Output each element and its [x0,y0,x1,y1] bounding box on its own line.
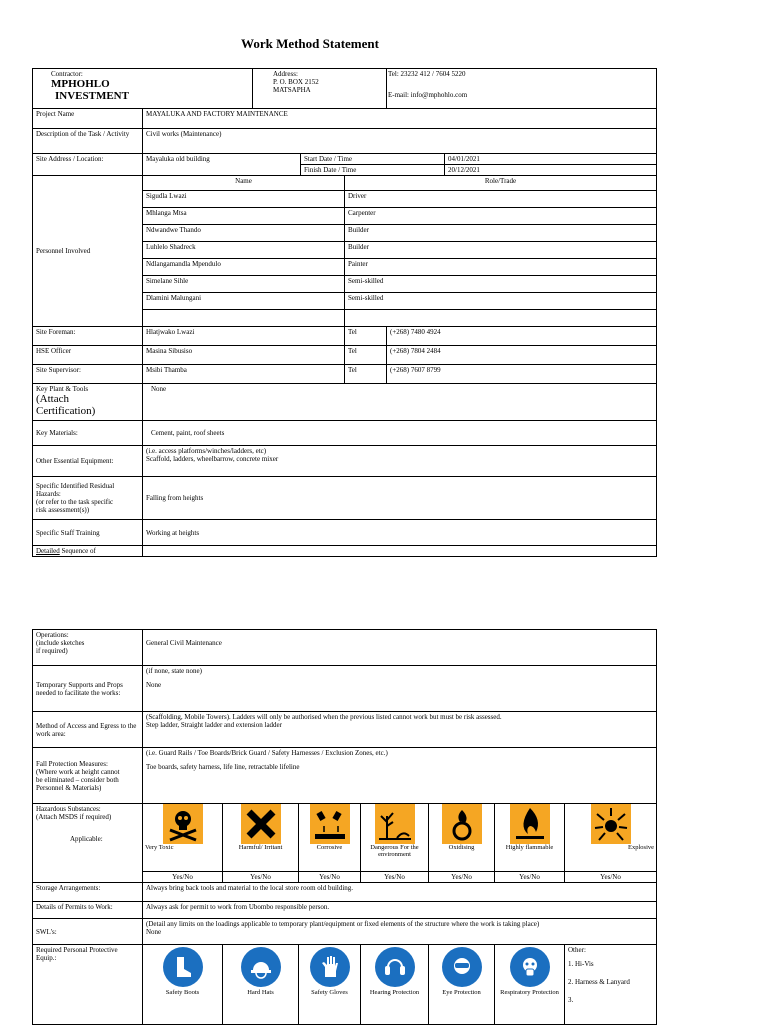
detailed-word: Detailed [36,547,60,555]
key-plant-attach: (Attach [36,393,69,405]
contact-name: Msibi Thamba [143,365,345,384]
operations-label-cell [33,630,143,666]
temp-supports-value: None [146,681,162,689]
ppe-respiratory-protection [495,945,565,1025]
contact-name: Hlatjwako Lwazi [143,327,345,346]
access-egress-value: Step ladder, Straight ladder and extension ladder [146,721,282,729]
operations-value: General Civil Maintenance [143,630,657,666]
ppe-other-item: 3. [568,996,574,1004]
ppe-other-item: 1. Hi-Vis [568,960,594,968]
ppe-name: Eye Protection [442,989,481,996]
fall-protection-label-cell [33,748,143,804]
ppe-name: Hard Hats [247,989,274,996]
detailed-sequence-label [33,546,143,557]
key-plant-label: Key Plant & Tools [36,385,89,393]
goggles-icon [442,947,482,987]
boot-icon [163,947,203,987]
contact-row [33,346,657,365]
hazard-explosive [565,804,657,872]
work-method-table-2 [32,629,657,1025]
personnel-role: Driver [345,191,657,208]
hazard-highly-flammable [495,804,565,872]
hazard-very-toxic [143,804,223,872]
contact-tel: (+268) 7480 4924 [387,327,657,346]
flame-icon [510,804,550,844]
fall-protection-label: Personnel & Materials) [36,783,102,792]
personnel-name-header: Name [143,176,345,191]
access-egress-cell [143,712,657,748]
contact-tel: (+268) 7804 2484 [387,346,657,365]
hazard-yes-no[interactable]: Yes/No [223,872,299,883]
contractor-tel: Tel: 23232 412 / 7604 5220 [388,70,466,78]
fall-protection-label: (Where work at height cannot [36,767,120,776]
ppe-label: Equip.: [36,954,57,962]
hazard-name: Oxidising [448,844,475,851]
hazard-name: Explosive [628,844,655,851]
contact-label: Site Supervisor: [33,365,143,384]
hazard-yes-no[interactable]: Yes/No [565,872,657,883]
hazard-yes-no[interactable]: Yes/No [495,872,565,883]
personnel-name: Ndwandwe Thando [143,225,345,242]
contact-name: Masina Sibusiso [143,346,345,365]
flame-over-circle-icon [442,804,482,844]
permits-label: Details of Permits to Work: [33,902,143,919]
hazard-corrosive [299,804,361,872]
personnel-role: Builder [345,225,657,242]
fall-protection-label: be eliminated – consider both [36,775,119,784]
fall-protection-value: Toe boards, safety harness, life line, retractable lifeline [146,763,300,771]
contact-tel: (+268) 7607 8799 [387,365,657,384]
storage-label: Storage Arrangements: [33,883,143,902]
task-description-label: Description of the Task / Activity [33,129,143,154]
ppe-name: Respiratory Protection [500,989,559,996]
operations-label: Operations: [36,631,69,639]
swl-hint: (Detail any limits on the loadings applicable to temporary plant/equipment or fixed elements of the structure where the work is taking place) [146,920,540,928]
address-line-1: P. O. BOX 2152 [273,78,319,86]
ppe-safety-gloves [299,945,361,1025]
contact-tel-label: Tel [345,346,387,365]
equipment-label: Other Essential Equipment: [33,446,143,477]
fall-protection-cell [143,748,657,804]
personnel-role: Semi-skilled [345,276,657,293]
personnel-name: Simelane Sihle [143,276,345,293]
ppe-label-cell [33,945,143,1025]
personnel-role: Semi-skilled [345,293,657,310]
access-egress-label: Method of Access and Egress to the work area: [33,712,143,748]
hazard-harmful-irritant [223,804,299,872]
equipment-hint: (i.e. access platforms/winches/ladders, etc) [146,447,267,455]
ppe-other-item: 2. Harness & Lanyard [568,978,630,986]
ppe-name: Hearing Protection [369,989,420,996]
contractor-name-2: INVESTMENT [55,90,129,102]
contact-label: Site Foreman: [33,327,143,346]
hazard-oxidising [429,804,495,872]
address-line-2: MATSAPHA [273,86,311,94]
work-method-table-1 [32,68,657,557]
fall-protection-hint: (i.e. Guard Rails / Toe Boards/Brick Guard / Safety Harnesses / Exclusion Zones, etc.) [146,749,388,757]
contact-tel-label: Tel [345,327,387,346]
contractor-label: Contractor: [51,70,83,78]
personnel-role-header: Role/Trade [345,176,657,191]
hazard-name: Dangerous For the environment [370,844,419,858]
temp-supports-label: Temporary Supports and Props needed to facilitate the works: [33,666,143,712]
dead-tree-icon [375,804,415,844]
personnel-role: Painter [345,259,657,276]
residual-hazards-label: Hazards: [36,490,61,498]
document-title: Work Method Statement [241,36,379,51]
hazard-yes-no[interactable]: Yes/No [143,872,223,883]
sequence-of-word: Sequence of [59,547,96,555]
swl-label: SWL's: [33,919,143,945]
hazard-environment [361,804,429,872]
swl-cell [143,919,657,945]
personnel-name: Luhlelo Shadreck [143,242,345,259]
explosion-icon [591,804,631,844]
ppe-hearing-protection [361,945,429,1025]
hazard-yes-no[interactable]: Yes/No [429,872,495,883]
corrosive-icon [310,804,350,844]
task-description-value: Civil works (Maintenance) [143,129,657,154]
ppe-safety-boots [143,945,223,1025]
storage-value: Always bring back tools and material to the local store room old building. [143,883,657,902]
contractor-email: E-mail: info@mphohlo.com [388,91,468,99]
personnel-name: Dlamini Malungani [143,293,345,310]
site-address-value: Mayaluka old building [143,154,301,176]
hazard-yes-no[interactable]: Yes/No [299,872,361,883]
hazardous-substances-label: Hazardous Substances: [36,805,101,813]
glove-icon [310,947,350,987]
contact-row [33,365,657,384]
skull-crossbones-icon [163,804,203,844]
hazard-yes-no[interactable]: Yes/No [361,872,429,883]
personnel-name: Mhlanga Mtsa [143,208,345,225]
residual-hazards-label: risk assessment(s)) [36,506,90,514]
temp-supports-hint: (if none, state none) [146,667,202,675]
personnel-role: Builder [345,242,657,259]
hazard-name: Very Toxic [145,844,174,851]
key-materials-label: Key Materials: [33,421,143,446]
ear-muffs-icon [375,947,415,987]
cross-icon [241,804,281,844]
key-materials-value: Cement, paint, roof sheets [143,421,657,446]
swl-value: None [146,928,162,936]
ppe-other-cell [565,945,657,1025]
hard-hat-icon [241,947,281,987]
contractor-name-1: MPHOHLO [51,78,110,90]
finish-date-value: 20/12/2021 [445,165,657,176]
equipment-value: Scaffold, ladders, wheelbarrow, concrete mixer [146,455,279,463]
ppe-name: Safety Boots [165,989,200,996]
ppe-label: Required Personal Protective [36,946,118,954]
start-date-value: 04/01/2021 [445,154,657,165]
personnel-role: Carpenter [345,208,657,225]
key-plant-certification: Certification) [36,405,96,417]
hazardous-substances-label-cell [33,804,143,883]
fall-protection-label: Fall Protection Measures: [36,759,108,768]
permits-value: Always ask for permit to work from Ubombo responsible person. [143,902,657,919]
contact-row [33,327,657,346]
tel-email-cell [387,69,657,109]
staff-training-value: Working at heights [143,520,657,546]
residual-hazards-label: (or refer to the task specific [36,498,114,506]
site-address-label: Site Address / Location: [33,154,143,176]
ppe-name: Safety Gloves [311,989,348,996]
personnel-label: Personnel Involved [33,176,143,327]
ppe-other-label: Other: [568,946,586,954]
respirator-icon [510,947,550,987]
hazard-name: Harmful/ Irritant [238,844,283,851]
key-plant-label-cell [33,384,143,421]
address-cell [253,69,387,109]
access-egress-hint: (Scaffolding, Mobile Towers). Ladders will only be authorised when the previous listed cannot work but must be risk assessed. [146,713,502,721]
project-name-value: MAYALUKA AND FACTORY MAINTENANCE [143,109,657,129]
staff-training-label: Specific Staff Training [33,520,143,546]
equipment-cell [143,446,657,477]
address-label: Address: [273,70,298,78]
ppe-eye-protection [429,945,495,1025]
contractor-cell [33,69,253,109]
hazardous-substances-msds: (Attach MSDS if required) [36,813,112,821]
ppe-hard-hats [223,945,299,1025]
residual-hazards-label: Specific Identified Residual [36,482,115,490]
residual-hazards-value: Falling from heights [143,477,657,520]
hazard-name: Corrosive [316,844,343,851]
applicable-label: Applicable: [70,835,103,843]
start-date-label: Start Date / Time [301,154,445,165]
operations-required-hint: if required) [36,647,68,655]
finish-date-label: Finish Date / Time [301,165,445,176]
temp-supports-cell [143,666,657,712]
personnel-name: Sigudla Lwazi [143,191,345,208]
contact-label: HSE Officer [33,346,143,365]
personnel-name: Ndlangamandla Mpendulo [143,259,345,276]
residual-hazards-label-cell [33,477,143,520]
hazard-name: Highly flammable [505,844,554,851]
project-name-label: Project Name [33,109,143,129]
operations-sketch-hint: (include sketches [36,639,85,647]
contact-tel-label: Tel [345,365,387,384]
key-plant-value: None [143,384,657,421]
